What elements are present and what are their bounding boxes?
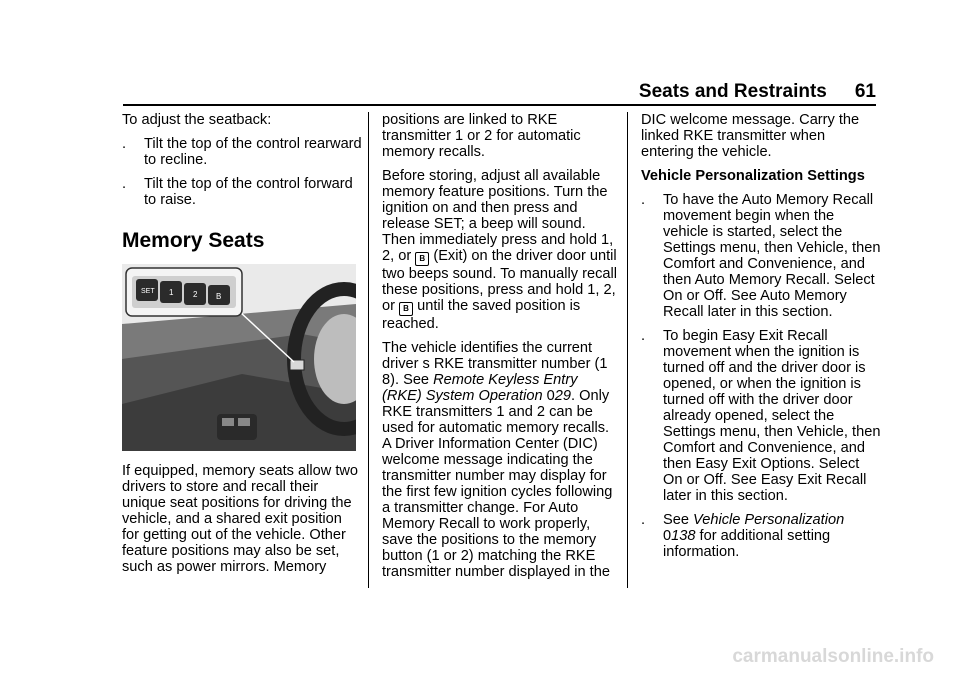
vehicle-personalization-link[interactable]: Vehicle Personalization bbox=[693, 512, 845, 528]
column-divider bbox=[368, 112, 369, 588]
page-ref-arrow-icon: 0 bbox=[546, 388, 555, 404]
watermark: carmanualsonline.info bbox=[732, 646, 934, 667]
rke-text: The vehicle identifies the current driver s RKE transmitter number (1 8). See bbox=[382, 340, 608, 388]
bullet-marker: . bbox=[641, 192, 646, 208]
bullet-text: Tilt the top of the control forward to raise. bbox=[144, 176, 353, 208]
list-item bbox=[641, 328, 881, 504]
paragraph: DIC welcome message. Carry the linked RKE transmitter when entering the vehicle. bbox=[641, 112, 860, 160]
rke-text-cont: . Only RKE transmitters 1 and 2 can be used for automatic memory recalls. A Driver Information Center (DIC) welcome message indicating the transmitter number may display for the first few ignition cycles following a transmitter change. For Auto Memory Recall to work properly, save the positions to the memory button (1 or 2) matching the RKE transmitter number displayed in the bbox=[382, 388, 613, 580]
intro-text: To adjust the seatback: bbox=[122, 112, 272, 128]
paragraph bbox=[382, 168, 617, 332]
bullet-marker: . bbox=[641, 512, 646, 528]
exit-button-label: B bbox=[216, 292, 222, 301]
bullet-marker: . bbox=[122, 136, 127, 152]
list-item bbox=[122, 176, 362, 208]
bullet-text: Tilt the top of the control rearward to recline. bbox=[144, 136, 362, 168]
paragraph: positions are linked to RKE transmitter 1 or 2 for automatic memory recalls. bbox=[382, 112, 581, 160]
header-rule bbox=[123, 104, 876, 106]
column-3 bbox=[641, 112, 881, 568]
column-divider bbox=[627, 112, 628, 588]
paragraph bbox=[382, 340, 617, 580]
subheading: Vehicle Personalization Settings bbox=[641, 168, 865, 184]
column-1 bbox=[122, 112, 362, 583]
rke-page-ref[interactable]: 29 bbox=[554, 388, 572, 404]
list-item bbox=[641, 192, 881, 320]
bullet-text: To have the Auto Memory Recall movement begin when the vehicle is started, select the Settings menu, then Vehicle, then Comfort and Convenience, and then Auto Memory Recall. Select On or Off. See Auto Memory Recall later in this section. bbox=[663, 192, 881, 320]
memory-seat-controls-figure bbox=[122, 264, 356, 451]
page-number: 61 bbox=[854, 81, 876, 102]
bullet-text bbox=[663, 512, 881, 560]
memory-seats-paragraph: If equipped, memory seats allow two drivers to store and recall their unique seat positions for driving the vehicle, and a shared exit position for getting out of the vehicle. Other feature positions may also be set, such as power mirrors. Memory bbox=[122, 463, 359, 575]
page-header bbox=[639, 81, 876, 103]
list-item bbox=[122, 136, 362, 168]
storing-text-end: until the saved position is reached. bbox=[382, 298, 581, 332]
set-button-label: SET bbox=[141, 288, 155, 295]
storing-text-cont: (Exit) on the driver door until two beeps sound. To manually recall these positions, press and hold 1, 2, or bbox=[382, 248, 617, 314]
storing-text: Before storing, adjust all available memory feature positions. Turn the ignition on and then press and release SET; a beep will sound. Then immediately press and hold 1, 2, or bbox=[382, 168, 614, 264]
bullet-text: To begin Easy Exit Recall movement when the ignition is turned off and the driver door is opened, or when the ignition is turned off with the driver door already opened, select the Settings menu, then Vehicle, then Comfort and Convenience, and then Easy Exit Options. Select On or Off. See Easy Exit Recall later in this section. bbox=[663, 328, 881, 504]
rke-reference-link[interactable]: Remote Keyless Entry (RKE) System Operation bbox=[382, 372, 578, 404]
list-item bbox=[641, 512, 881, 560]
section-title: Seats and Restraints bbox=[638, 81, 827, 102]
additional-text: for additional setting information. bbox=[663, 528, 831, 560]
see-text: See bbox=[663, 512, 689, 528]
exit-button-icon: B bbox=[399, 302, 413, 316]
page-ref-arrow-icon: 0 bbox=[663, 528, 672, 544]
button-1-label: 1 bbox=[169, 288, 174, 297]
button-2-label: 2 bbox=[193, 290, 198, 299]
bullet-marker: . bbox=[641, 328, 646, 344]
bullet-marker: . bbox=[122, 176, 127, 192]
exit-button-icon: B bbox=[415, 252, 429, 266]
section-heading: Memory Seats bbox=[122, 229, 265, 252]
column-2 bbox=[382, 112, 617, 588]
personalization-page-ref[interactable]: 138 bbox=[671, 528, 696, 544]
